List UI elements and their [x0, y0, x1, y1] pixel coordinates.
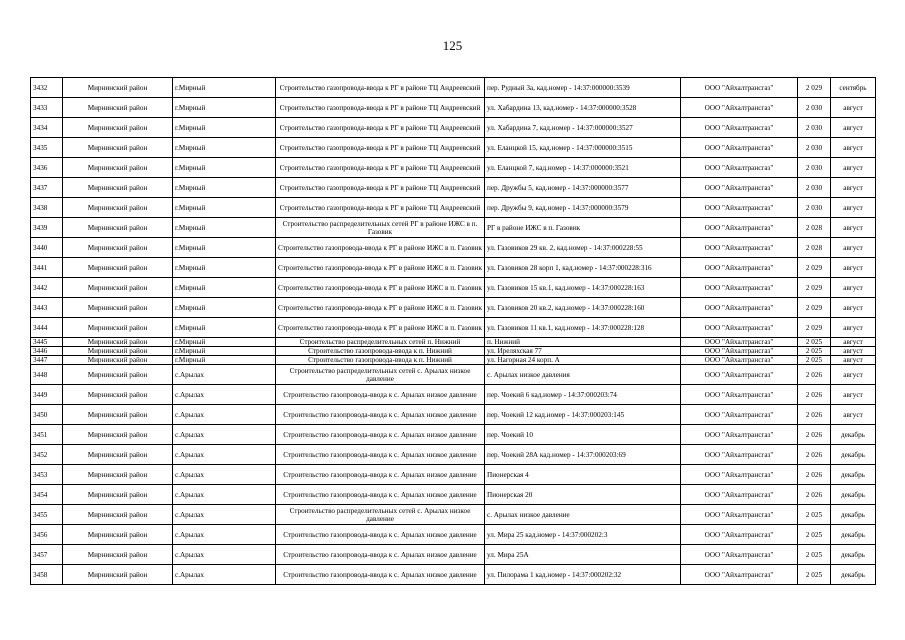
address-cell: пер. Рудный 3а, кад.номер - 14:37:000000:3539	[485, 78, 681, 98]
table-row	[31, 258, 876, 278]
locality-cell: г.Мирный	[173, 338, 276, 347]
work-description-cell: Строительство газопровода-ввода к с. Арылах низкое давление	[276, 405, 485, 425]
district-cell: Мирнинский район	[63, 218, 173, 238]
address-cell: ул. Нагорная 24 корп. А	[485, 356, 681, 365]
year-cell: 2 026	[798, 485, 831, 505]
month-cell: август	[831, 258, 876, 278]
work-description-cell: Строительство газопровода-ввода к с. Арылах низкое давление	[276, 425, 485, 445]
work-description-cell: Строительство газопровода-ввода к с. Арылах низкое давление	[276, 565, 485, 585]
year-cell: 2 030	[798, 178, 831, 198]
district-cell: Мирнинский район	[63, 298, 173, 318]
table-row	[31, 405, 876, 425]
address-cell: РГ в районе ИЖС в п. Газовик	[485, 218, 681, 238]
year-cell: 2 028	[798, 218, 831, 238]
organization-cell: ООО "Айхалтрансгаз"	[681, 356, 798, 365]
year-cell: 2 025	[798, 338, 831, 347]
locality-cell: с.Арылах	[173, 525, 276, 545]
locality-cell: с.Арылах	[173, 485, 276, 505]
organization-cell: ООО "Айхалтрансгаз"	[681, 338, 798, 347]
address-cell: ул. Еланцкой 7, кад.номер - 14:37:000000:3521	[485, 158, 681, 178]
district-cell: Мирнинский район	[63, 485, 173, 505]
row-number: 3453	[31, 465, 63, 485]
district-cell: Мирнинский район	[63, 198, 173, 218]
locality-cell: г.Мирный	[173, 98, 276, 118]
address-cell: Пионерская 4	[485, 465, 681, 485]
locality-cell: г.Мирный	[173, 347, 276, 356]
row-number: 3435	[31, 138, 63, 158]
work-description-cell: Строительство газопровода-ввода к с. Арылах низкое давление	[276, 485, 485, 505]
work-description-cell: Строительство газопровода-ввода к п. Нижний	[276, 347, 485, 356]
district-cell: Мирнинский район	[63, 138, 173, 158]
work-description-cell: Строительство газопровода-ввода к РГ в районе ИЖС в п. Газовик	[276, 238, 485, 258]
table-row	[31, 118, 876, 138]
locality-cell: г.Мирный	[173, 198, 276, 218]
organization-cell: ООО "Айхалтрансгаз"	[681, 385, 798, 405]
row-number: 3444	[31, 318, 63, 338]
organization-cell: ООО "Айхалтрансгаз"	[681, 318, 798, 338]
work-description-cell: Строительство распределительных сетей с. Арылах низкое давление	[276, 505, 485, 525]
row-number: 3446	[31, 347, 63, 356]
district-cell: Мирнинский район	[63, 545, 173, 565]
address-cell: пер. Чоекий 10	[485, 425, 681, 445]
table-row	[31, 485, 876, 505]
address-cell: ул. Хабардина 13, кад.номер - 14:37:000000:3528	[485, 98, 681, 118]
organization-cell: ООО "Айхалтрансгаз"	[681, 425, 798, 445]
year-cell: 2 030	[798, 138, 831, 158]
year-cell: 2 025	[798, 565, 831, 585]
year-cell: 2 025	[798, 347, 831, 356]
work-description-cell: Строительство распределительных сетей РГ в районе ИЖС в п. Газовик	[276, 218, 485, 238]
table-row	[31, 278, 876, 298]
organization-cell: ООО "Айхалтрансгаз"	[681, 485, 798, 505]
address-cell: пер. Чоекий 28А кад.номер - 14:37:000203:69	[485, 445, 681, 465]
month-cell: декабрь	[831, 465, 876, 485]
address-cell: с. Арылах низкое давление	[485, 505, 681, 525]
address-cell: ул. Газовиков 29 кв. 2, кад.номер - 14:37:000228:55	[485, 238, 681, 258]
year-cell: 2 030	[798, 98, 831, 118]
table-row	[31, 138, 876, 158]
organization-cell: ООО "Айхалтрансгаз"	[681, 465, 798, 485]
table-row	[31, 158, 876, 178]
district-cell: Мирнинский район	[63, 347, 173, 356]
address-cell: ул. Газовиков 20 кв.2, кад.номер - 14:37:000228:160	[485, 298, 681, 318]
work-description-cell: Строительство распределительных сетей с. Арылах низкое давление	[276, 365, 485, 385]
month-cell: август	[831, 365, 876, 385]
month-cell: август	[831, 318, 876, 338]
table-row	[31, 365, 876, 385]
locality-cell: с.Арылах	[173, 405, 276, 425]
month-cell: август	[831, 347, 876, 356]
month-cell: август	[831, 238, 876, 258]
year-cell: 2 026	[798, 425, 831, 445]
organization-cell: ООО "Айхалтрансгаз"	[681, 78, 798, 98]
row-number: 3455	[31, 505, 63, 525]
district-cell: Мирнинский район	[63, 505, 173, 525]
organization-cell: ООО "Айхалтрансгаз"	[681, 545, 798, 565]
work-description-cell: Строительство газопровода-ввода к РГ в районе ИЖС в п. Газовик	[276, 278, 485, 298]
work-description-cell: Строительство газопровода-ввода к РГ в районе ТЦ Андреевский	[276, 198, 485, 218]
locality-cell: г.Мирный	[173, 238, 276, 258]
year-cell: 2 025	[798, 525, 831, 545]
locality-cell: с.Арылах	[173, 385, 276, 405]
table-row	[31, 545, 876, 565]
year-cell: 2 029	[798, 258, 831, 278]
organization-cell: ООО "Айхалтрансгаз"	[681, 118, 798, 138]
address-cell: ул. Газовиков 15 кв.1, кад.номер - 14:37:000228:163	[485, 278, 681, 298]
row-number: 3456	[31, 525, 63, 545]
year-cell: 2 025	[798, 356, 831, 365]
organization-cell: ООО "Айхалтрансгаз"	[681, 98, 798, 118]
year-cell: 2 030	[798, 198, 831, 218]
organization-cell: ООО "Айхалтрансгаз"	[681, 138, 798, 158]
row-number: 3454	[31, 485, 63, 505]
locality-cell: г.Мирный	[173, 258, 276, 278]
work-description-cell: Строительство распределительных сетей п. Нижний	[276, 338, 485, 347]
registry-table	[30, 77, 876, 585]
month-cell: декабрь	[831, 545, 876, 565]
organization-cell: ООО "Айхалтрансгаз"	[681, 525, 798, 545]
organization-cell: ООО "Айхалтрансгаз"	[681, 278, 798, 298]
month-cell: август	[831, 218, 876, 238]
locality-cell: г.Мирный	[173, 218, 276, 238]
row-number: 3441	[31, 258, 63, 278]
address-cell: пер. Дружбы 9, кад.номер - 14:37:000000:3579	[485, 198, 681, 218]
table-row	[31, 318, 876, 338]
district-cell: Мирнинский район	[63, 405, 173, 425]
month-cell: декабрь	[831, 505, 876, 525]
work-description-cell: Строительство газопровода-ввода к РГ в районе ИЖС в п. Газовик	[276, 298, 485, 318]
organization-cell: ООО "Айхалтрансгаз"	[681, 565, 798, 585]
work-description-cell: Строительство газопровода-ввода к РГ в районе ТЦ Андреевский	[276, 78, 485, 98]
address-cell: Пионерская 20	[485, 485, 681, 505]
table-row	[31, 465, 876, 485]
organization-cell: ООО "Айхалтрансгаз"	[681, 347, 798, 356]
table-row	[31, 178, 876, 198]
address-cell: ул. Хабардина 7, кад.номер - 14:37:000000:3527	[485, 118, 681, 138]
work-description-cell: Строительство газопровода-ввода к с. Арылах низкое давление	[276, 545, 485, 565]
table-row	[31, 356, 876, 365]
work-description-cell: Строительство газопровода-ввода к п. Нижний	[276, 356, 485, 365]
row-number: 3458	[31, 565, 63, 585]
locality-cell: с.Арылах	[173, 425, 276, 445]
month-cell: декабрь	[831, 525, 876, 545]
district-cell: Мирнинский район	[63, 445, 173, 465]
year-cell: 2 026	[798, 445, 831, 465]
month-cell: август	[831, 405, 876, 425]
locality-cell: г.Мирный	[173, 278, 276, 298]
district-cell: Мирнинский район	[63, 98, 173, 118]
locality-cell: с.Арылах	[173, 565, 276, 585]
year-cell: 2 026	[798, 405, 831, 425]
row-number: 3434	[31, 118, 63, 138]
address-cell: ул. Газовиков 11 кв.1, кад.номер - 14:37:000228:128	[485, 318, 681, 338]
district-cell: Мирнинский район	[63, 258, 173, 278]
page-number: 125	[442, 38, 463, 53]
organization-cell: ООО "Айхалтрансгаз"	[681, 365, 798, 385]
registry-body	[31, 78, 876, 585]
row-number: 3445	[31, 338, 63, 347]
month-cell: декабрь	[831, 485, 876, 505]
year-cell: 2 026	[798, 365, 831, 385]
month-cell: август	[831, 198, 876, 218]
district-cell: Мирнинский район	[63, 465, 173, 485]
address-cell: пер. Чоекий 6 кад.номер - 14:37:000203:74	[485, 385, 681, 405]
month-cell: август	[831, 178, 876, 198]
district-cell: Мирнинский район	[63, 425, 173, 445]
address-cell: пер. Дружбы 5, кад.номер - 14:37:000000:3577	[485, 178, 681, 198]
work-description-cell: Строительство газопровода-ввода к РГ в районе ТЦ Андреевский	[276, 138, 485, 158]
district-cell: Мирнинский район	[63, 318, 173, 338]
table-row	[31, 525, 876, 545]
month-cell: август	[831, 98, 876, 118]
district-cell: Мирнинский район	[63, 178, 173, 198]
table-row	[31, 565, 876, 585]
month-cell: август	[831, 356, 876, 365]
organization-cell: ООО "Айхалтрансгаз"	[681, 198, 798, 218]
address-cell: пер. Чоекий 12 кад.номер - 14:37:000203:145	[485, 405, 681, 425]
row-number: 3451	[31, 425, 63, 445]
address-cell: ул. Мира 25А	[485, 545, 681, 565]
table-row	[31, 98, 876, 118]
address-cell: с. Арылах низкое давления	[485, 365, 681, 385]
table-row	[31, 238, 876, 258]
year-cell: 2 030	[798, 158, 831, 178]
locality-cell: с.Арылах	[173, 365, 276, 385]
address-cell: п. Нижний	[485, 338, 681, 347]
row-number: 3449	[31, 385, 63, 405]
work-description-cell: Строительство газопровода-ввода к с. Арылах низкое давление	[276, 385, 485, 405]
year-cell: 2 025	[798, 505, 831, 525]
locality-cell: г.Мирный	[173, 178, 276, 198]
organization-cell: ООО "Айхалтрансгаз"	[681, 158, 798, 178]
address-cell: ул. Иреляхская 77	[485, 347, 681, 356]
table-row	[31, 198, 876, 218]
month-cell: август	[831, 298, 876, 318]
year-cell: 2 028	[798, 238, 831, 258]
district-cell: Мирнинский район	[63, 356, 173, 365]
row-number: 3433	[31, 98, 63, 118]
month-cell: август	[831, 158, 876, 178]
table-row	[31, 78, 876, 98]
row-number: 3432	[31, 78, 63, 98]
year-cell: 2 029	[798, 78, 831, 98]
month-cell: август	[831, 385, 876, 405]
row-number: 3438	[31, 198, 63, 218]
table-row	[31, 445, 876, 465]
work-description-cell: Строительство газопровода-ввода к с. Арылах низкое давление	[276, 465, 485, 485]
locality-cell: с.Арылах	[173, 545, 276, 565]
row-number: 3440	[31, 238, 63, 258]
work-description-cell: Строительство газопровода-ввода к с. Арылах низкое давление	[276, 525, 485, 545]
work-description-cell: Строительство газопровода-ввода к РГ в районе ИЖС в п. Газовик	[276, 318, 485, 338]
month-cell: декабрь	[831, 565, 876, 585]
organization-cell: ООО "Айхалтрансгаз"	[681, 178, 798, 198]
year-cell: 2 026	[798, 465, 831, 485]
month-cell: август	[831, 138, 876, 158]
work-description-cell: Строительство газопровода-ввода к РГ в районе ТЦ Андреевский	[276, 118, 485, 138]
locality-cell: г.Мирный	[173, 318, 276, 338]
row-number: 3436	[31, 158, 63, 178]
district-cell: Мирнинский район	[63, 238, 173, 258]
district-cell: Мирнинский район	[63, 278, 173, 298]
work-description-cell: Строительство газопровода-ввода к РГ в районе ТЦ Андреевский	[276, 98, 485, 118]
year-cell: 2 026	[798, 385, 831, 405]
year-cell: 2 029	[798, 318, 831, 338]
month-cell: сентябрь	[831, 78, 876, 98]
row-number: 3448	[31, 365, 63, 385]
work-description-cell: Строительство газопровода-ввода к РГ в районе ИЖС в п. Газовик	[276, 258, 485, 278]
work-description-cell: Строительство газопровода-ввода к РГ в районе ТЦ Андреевский	[276, 178, 485, 198]
organization-cell: ООО "Айхалтрансгаз"	[681, 298, 798, 318]
address-cell: ул. Газовиков 28 корп 1, кад.номер - 14:37:000228:316	[485, 258, 681, 278]
organization-cell: ООО "Айхалтрансгаз"	[681, 238, 798, 258]
table-row	[31, 218, 876, 238]
year-cell: 2 030	[798, 118, 831, 138]
organization-cell: ООО "Айхалтрансгаз"	[681, 445, 798, 465]
address-cell: ул. Еланцкой 15, кад.номер - 14:37:000000:3515	[485, 138, 681, 158]
locality-cell: г.Мирный	[173, 158, 276, 178]
locality-cell: г.Мирный	[173, 78, 276, 98]
locality-cell: г.Мирный	[173, 356, 276, 365]
month-cell: август	[831, 338, 876, 347]
locality-cell: г.Мирный	[173, 138, 276, 158]
district-cell: Мирнинский район	[63, 338, 173, 347]
district-cell: Мирнинский район	[63, 525, 173, 545]
table-row	[31, 505, 876, 525]
table-row	[31, 385, 876, 405]
locality-cell: г.Мирный	[173, 298, 276, 318]
locality-cell: г.Мирный	[173, 118, 276, 138]
row-number: 3447	[31, 356, 63, 365]
month-cell: декабрь	[831, 445, 876, 465]
year-cell: 2 029	[798, 298, 831, 318]
address-cell: ул. Пилорама 1 кад.номер - 14:37:000202:32	[485, 565, 681, 585]
row-number: 3450	[31, 405, 63, 425]
district-cell: Мирнинский район	[63, 118, 173, 138]
row-number: 3437	[31, 178, 63, 198]
locality-cell: с.Арылах	[173, 445, 276, 465]
month-cell: август	[831, 278, 876, 298]
row-number: 3457	[31, 545, 63, 565]
district-cell: Мирнинский район	[63, 385, 173, 405]
district-cell: Мирнинский район	[63, 158, 173, 178]
locality-cell: с.Арылах	[173, 465, 276, 485]
district-cell: Мирнинский район	[63, 78, 173, 98]
table-row	[31, 298, 876, 318]
work-description-cell: Строительство газопровода-ввода к с. Арылах низкое давление	[276, 445, 485, 465]
month-cell: август	[831, 118, 876, 138]
table-row	[31, 338, 876, 347]
organization-cell: ООО "Айхалтрансгаз"	[681, 258, 798, 278]
table-row	[31, 425, 876, 445]
organization-cell: ООО "Айхалтрансгаз"	[681, 218, 798, 238]
work-description-cell: Строительство газопровода-ввода к РГ в районе ТЦ Андреевский	[276, 158, 485, 178]
row-number: 3439	[31, 218, 63, 238]
locality-cell: с.Арылах	[173, 505, 276, 525]
district-cell: Мирнинский район	[63, 565, 173, 585]
district-cell: Мирнинский район	[63, 365, 173, 385]
table-row	[31, 347, 876, 356]
year-cell: 2 025	[798, 545, 831, 565]
row-number: 3442	[31, 278, 63, 298]
row-number: 3452	[31, 445, 63, 465]
organization-cell: ООО "Айхалтрансгаз"	[681, 405, 798, 425]
month-cell: декабрь	[831, 425, 876, 445]
row-number: 3443	[31, 298, 63, 318]
year-cell: 2 029	[798, 278, 831, 298]
address-cell: ул. Мира 25 кад.номер - 14:37:000202:3	[485, 525, 681, 545]
organization-cell: ООО "Айхалтрансгаз"	[681, 505, 798, 525]
